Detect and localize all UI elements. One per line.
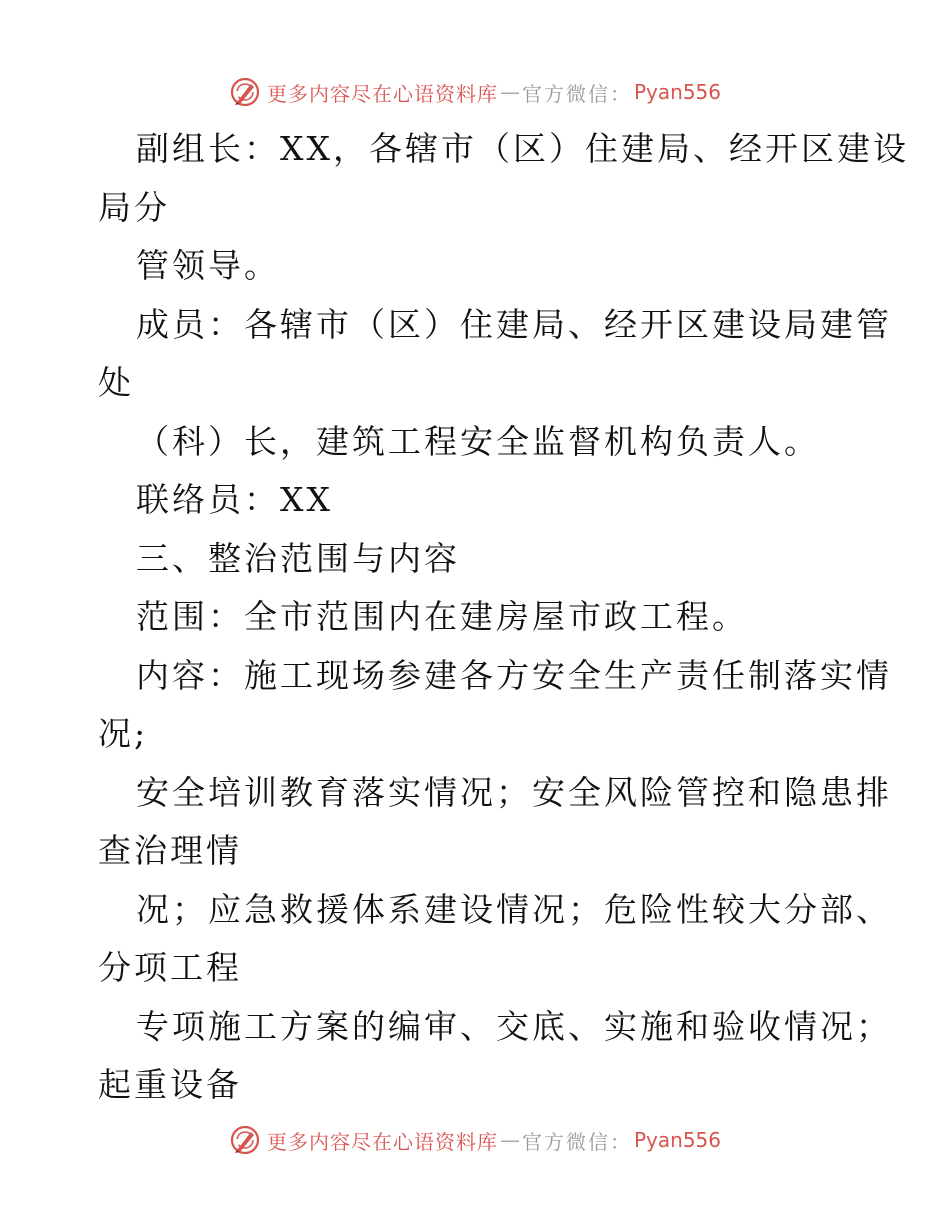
footer-watermark: [0, 1120, 950, 1160]
pen-logo-icon: [229, 1124, 261, 1156]
watermark-text: 更多内容尽在心语资料库: [266, 1129, 498, 1154]
text-line: 查治理情: [98, 831, 242, 870]
text-line: 成员：各辖市（区）住建局、经开区建设局建管: [136, 304, 892, 344]
text-line: 分项工程: [98, 948, 242, 987]
text-line: 局分: [98, 187, 170, 227]
document-body: [98, 120, 909, 1115]
text-line: 处: [98, 363, 134, 402]
text-line: 安全培训教育落实情况；安全风险管控和隐患排: [136, 772, 892, 812]
header-watermark: [0, 72, 950, 112]
section-heading: 三、整治范围与内容: [136, 538, 460, 578]
text-line: 副组长：XX，各辖市（区）住建局、经开区建设: [136, 129, 909, 168]
text-line: 内容：施工现场参建各方安全生产责任制落实情: [136, 655, 892, 695]
pen-logo-icon: [229, 76, 261, 108]
watermark-wechat-id: Pyan556: [633, 80, 721, 104]
text-line: 联络员：XX: [136, 480, 333, 519]
watermark-wechat-label: 官方微信：: [521, 1129, 632, 1154]
watermark-wechat-id: Pyan556: [633, 1128, 721, 1152]
text-line: 起重设备: [98, 1065, 242, 1104]
watermark-wechat-label: 官方微信：: [521, 81, 632, 106]
watermark-dash: —: [499, 80, 520, 104]
watermark-dash: —: [499, 1128, 520, 1152]
text-line: 管领导。: [136, 246, 280, 285]
text-line: 专项施工方案的编审、交底、实施和验收情况；: [136, 1006, 892, 1046]
watermark-text: 更多内容尽在心语资料库: [266, 81, 498, 106]
text-line: 范围：全市范围内在建房屋市政工程。: [136, 597, 748, 636]
text-line: 况;: [98, 714, 149, 753]
text-line: （科）长，建筑工程安全监督机构负责人。: [136, 421, 820, 461]
text-line: 况；应急救援体系建设情况；危险性较大分部、: [136, 889, 892, 929]
